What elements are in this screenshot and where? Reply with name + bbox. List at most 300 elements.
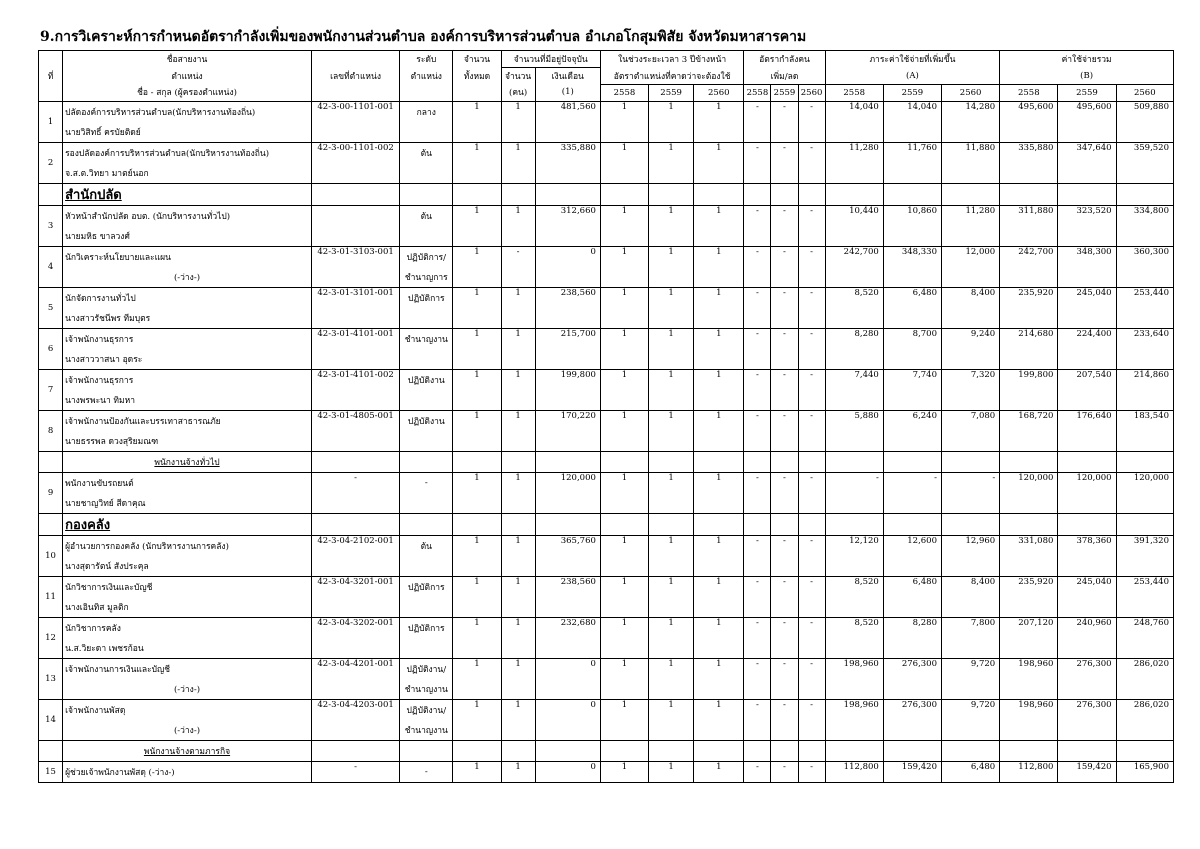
position-number: 42-3-04-3201-001 bbox=[311, 576, 399, 617]
cell-b1: 235,920 bbox=[1000, 287, 1058, 328]
position-number: - bbox=[311, 761, 399, 782]
position-level: - bbox=[400, 761, 453, 782]
cell-p2: 1 bbox=[649, 699, 694, 740]
cell-total: 1 bbox=[453, 617, 501, 658]
header-total-cost-a: ค่าใช้จ่ายรวม bbox=[1000, 51, 1174, 68]
position-level-continued bbox=[400, 226, 453, 247]
cell-d2: - bbox=[771, 142, 798, 183]
table-row bbox=[39, 410, 1174, 431]
position-holder: (-ว่าง-) bbox=[63, 679, 312, 700]
header-no: ที่ bbox=[39, 51, 63, 102]
subsection-row bbox=[39, 740, 1174, 761]
cell-b2: 276,300 bbox=[1058, 658, 1116, 699]
cell-d2: - bbox=[771, 617, 798, 658]
cell-a1: 242,700 bbox=[825, 246, 883, 287]
cell-b3: 214,860 bbox=[1116, 369, 1173, 410]
blank-cell bbox=[1058, 451, 1116, 472]
subsection-heading-cell bbox=[63, 740, 312, 761]
cell-salary: 365,760 bbox=[535, 535, 600, 576]
header-current: จำนวนที่มีอยู่ปัจจุบัน bbox=[501, 51, 600, 68]
cell-b2: 240,960 bbox=[1058, 617, 1116, 658]
blank-cell bbox=[694, 451, 744, 472]
cell-d2: - bbox=[771, 287, 798, 328]
position-level: ปฏิบัติงาน/ bbox=[400, 658, 453, 679]
cell-d3: - bbox=[798, 287, 825, 328]
cell-a2: 159,420 bbox=[883, 761, 941, 782]
position-number: 42-3-04-4201-001 bbox=[311, 658, 399, 699]
cell-p3: 1 bbox=[694, 761, 744, 782]
blank-cell bbox=[771, 740, 798, 761]
position-holder: จ.ส.ต.วิทยา มาตย์นอก bbox=[63, 163, 312, 184]
row-number-blank bbox=[39, 183, 63, 205]
header-level-b: ตำแหน่ง bbox=[400, 68, 453, 85]
header-posno bbox=[311, 51, 399, 68]
cell-a1: 11,280 bbox=[825, 142, 883, 183]
cell-b3: 253,440 bbox=[1116, 576, 1173, 617]
blank-cell bbox=[649, 740, 694, 761]
cell-p3: 1 bbox=[694, 101, 744, 142]
position-number: 42-3-01-3103-001 bbox=[311, 246, 399, 287]
position-level: ปฏิบัติงาน/ bbox=[400, 699, 453, 720]
cell-b3: 286,020 bbox=[1116, 699, 1173, 740]
section-heading-cell bbox=[63, 183, 312, 205]
blank-cell bbox=[400, 513, 453, 535]
cell-d1: - bbox=[744, 658, 771, 699]
cell-a3: 12,960 bbox=[942, 535, 1000, 576]
header-cost-year-1: 2558 bbox=[1000, 84, 1058, 101]
cell-a1: 112,800 bbox=[825, 761, 883, 782]
cell-a2: 6,480 bbox=[883, 576, 941, 617]
position-holder: นางสาววาสนา อุดระ bbox=[63, 349, 312, 370]
position-level: กลาง bbox=[400, 101, 453, 122]
cell-b3: 120,000 bbox=[1116, 472, 1173, 513]
cell-salary: 238,560 bbox=[535, 576, 600, 617]
blank-cell bbox=[453, 183, 501, 205]
table-header bbox=[39, 51, 1174, 102]
cell-total: 1 bbox=[453, 699, 501, 740]
blank-cell bbox=[453, 451, 501, 472]
blank-cell bbox=[1000, 451, 1058, 472]
cell-count: 1 bbox=[501, 287, 535, 328]
blank-cell bbox=[535, 451, 600, 472]
cell-a1: 7,440 bbox=[825, 369, 883, 410]
blank-cell bbox=[501, 740, 535, 761]
cell-b2: 323,520 bbox=[1058, 205, 1116, 246]
header-burden-b: (A) bbox=[825, 68, 1000, 85]
cell-p3: 1 bbox=[694, 535, 744, 576]
cell-d1: - bbox=[744, 101, 771, 142]
position-level: ปฏิบัติงาน bbox=[400, 410, 453, 431]
blank-cell bbox=[1116, 183, 1173, 205]
cell-salary: 0 bbox=[535, 761, 600, 782]
cell-d1: - bbox=[744, 328, 771, 369]
blank-cell bbox=[883, 740, 941, 761]
header-position-b: ตำแหน่ง bbox=[63, 68, 312, 85]
cell-a1: 12,120 bbox=[825, 535, 883, 576]
header-pos-no: เลขที่ตำแหน่ง bbox=[311, 68, 399, 85]
cell-p3: 1 bbox=[694, 246, 744, 287]
position-title: นักจัดการงานทั่วไป bbox=[63, 287, 312, 308]
blank-cell bbox=[694, 740, 744, 761]
blank-cell bbox=[311, 740, 399, 761]
blank-cell bbox=[825, 513, 883, 535]
cell-b3: 509,880 bbox=[1116, 101, 1173, 142]
cell-a2: 14,040 bbox=[883, 101, 941, 142]
cell-count: 1 bbox=[501, 658, 535, 699]
cell-p3: 1 bbox=[694, 699, 744, 740]
cell-total: 1 bbox=[453, 576, 501, 617]
header-total-blank bbox=[453, 84, 501, 101]
cell-d3: - bbox=[798, 761, 825, 782]
row-number: 3 bbox=[39, 205, 63, 246]
cell-a3: 8,400 bbox=[942, 287, 1000, 328]
cell-a2: 8,700 bbox=[883, 328, 941, 369]
position-level-continued bbox=[400, 597, 453, 618]
cell-a1: 14,040 bbox=[825, 101, 883, 142]
position-number: 42-3-01-4101-002 bbox=[311, 369, 399, 410]
cell-p2: 1 bbox=[649, 535, 694, 576]
position-number: 42-3-04-4203-001 bbox=[311, 699, 399, 740]
position-holder: นางพรพะนา ทิมหา bbox=[63, 390, 312, 411]
cell-d2: - bbox=[771, 205, 798, 246]
cell-p1: 1 bbox=[600, 761, 648, 782]
cell-b1: 198,960 bbox=[1000, 658, 1058, 699]
cell-a3: 6,480 bbox=[942, 761, 1000, 782]
position-title: เจ้าพนักงานธุรการ bbox=[63, 369, 312, 390]
row-number: 1 bbox=[39, 101, 63, 142]
position-title: เจ้าพนักงานธุรการ bbox=[63, 328, 312, 349]
blank-cell bbox=[744, 183, 771, 205]
header-burden-a: ภาระค่าใช้จ่ายที่เพิ่มขึ้น bbox=[825, 51, 1000, 68]
header-change-year-1: 2558 bbox=[744, 84, 771, 101]
cell-count: 1 bbox=[501, 205, 535, 246]
blank-cell bbox=[400, 451, 453, 472]
blank-cell bbox=[771, 513, 798, 535]
header-level-a: ระดับ bbox=[400, 51, 453, 68]
cell-count: 1 bbox=[501, 699, 535, 740]
cell-b3: 359,520 bbox=[1116, 142, 1173, 183]
blank-cell bbox=[311, 451, 399, 472]
cell-salary: 120,000 bbox=[535, 472, 600, 513]
blank-cell bbox=[501, 183, 535, 205]
row-number: 9 bbox=[39, 472, 63, 513]
position-title: นักวิเคราะห์นโยบายและแผน bbox=[63, 246, 312, 267]
table-row bbox=[39, 205, 1174, 226]
blank-cell bbox=[400, 740, 453, 761]
header-position-c: ชื่อ - สกุล (ผู้ครองตำแหน่ง) bbox=[63, 84, 312, 101]
cell-salary: 199,800 bbox=[535, 369, 600, 410]
cell-b1: 242,700 bbox=[1000, 246, 1058, 287]
cell-a2: 276,300 bbox=[883, 658, 941, 699]
document-title: 9.การวิเคราะห์การกำหนดอัตรากำลังเพิ่มของพนักงานส่วนตำบล องค์การบริหารส่วนตำบล อำเภอโกสุมพิสัย จังหวัดมหาสารคาม bbox=[40, 29, 807, 45]
blank-cell bbox=[649, 183, 694, 205]
cell-d3: - bbox=[798, 699, 825, 740]
cell-a1: 198,960 bbox=[825, 658, 883, 699]
header-burden-year-2: 2559 bbox=[883, 84, 941, 101]
blank-cell bbox=[825, 183, 883, 205]
cell-b2: 348,300 bbox=[1058, 246, 1116, 287]
row-number-blank bbox=[39, 451, 63, 472]
cell-salary: 238,560 bbox=[535, 287, 600, 328]
cell-d1: - bbox=[744, 369, 771, 410]
cell-p2: 1 bbox=[649, 328, 694, 369]
cell-b2: 245,040 bbox=[1058, 576, 1116, 617]
position-level: ต้น bbox=[400, 535, 453, 556]
cell-p2: 1 bbox=[649, 246, 694, 287]
cell-p2: 1 bbox=[649, 101, 694, 142]
cell-total: 1 bbox=[453, 287, 501, 328]
cell-p3: 1 bbox=[694, 287, 744, 328]
table-row bbox=[39, 472, 1174, 493]
cell-d1: - bbox=[744, 205, 771, 246]
cell-count: 1 bbox=[501, 617, 535, 658]
blank-cell bbox=[744, 740, 771, 761]
cell-count: 1 bbox=[501, 761, 535, 782]
blank-cell bbox=[825, 740, 883, 761]
cell-a3: 9,240 bbox=[942, 328, 1000, 369]
position-holder: นายธรรพล ดวงสุริยมณฑ bbox=[63, 431, 312, 452]
cell-b3: 391,320 bbox=[1116, 535, 1173, 576]
cell-b1: 311,880 bbox=[1000, 205, 1058, 246]
cell-a2: 348,330 bbox=[883, 246, 941, 287]
header-total-b: ทั้งหมด bbox=[453, 68, 501, 85]
position-number: 42-3-00-1101-001 bbox=[311, 101, 399, 142]
cell-a2: 6,480 bbox=[883, 287, 941, 328]
cell-b2: 224,400 bbox=[1058, 328, 1116, 369]
cell-p3: 1 bbox=[694, 369, 744, 410]
position-level-continued bbox=[400, 493, 453, 514]
cell-total: 1 bbox=[453, 658, 501, 699]
blank-cell bbox=[771, 451, 798, 472]
position-title: รองปลัดองค์การบริหารส่วนตำบล(นักบริหารงานท้องถิ่น) bbox=[63, 142, 312, 163]
cell-salary: 335,880 bbox=[535, 142, 600, 183]
row-number: 11 bbox=[39, 576, 63, 617]
cell-d1: - bbox=[744, 142, 771, 183]
cell-p2: 1 bbox=[649, 205, 694, 246]
position-number: 42-3-04-2102-001 bbox=[311, 535, 399, 576]
blank-cell bbox=[942, 513, 1000, 535]
blank-cell bbox=[1058, 513, 1116, 535]
cell-a2: 276,300 bbox=[883, 699, 941, 740]
table-row bbox=[39, 761, 1174, 782]
cell-salary: 0 bbox=[535, 699, 600, 740]
header-plan-year-1: 2558 bbox=[600, 84, 648, 101]
cell-d2: - bbox=[771, 328, 798, 369]
cell-d2: - bbox=[771, 576, 798, 617]
position-level: ปฏิบัติการ bbox=[400, 287, 453, 308]
position-level-continued bbox=[400, 638, 453, 659]
position-holder: นายมหิธ ขาลวงศ์ bbox=[63, 226, 312, 247]
position-holder: นางสาวรัชนีพร ทีมบุตร bbox=[63, 308, 312, 329]
blank-cell bbox=[798, 740, 825, 761]
cell-b2: 378,360 bbox=[1058, 535, 1116, 576]
cell-b2: 276,300 bbox=[1058, 699, 1116, 740]
cell-p1: 1 bbox=[600, 699, 648, 740]
section-heading: สำนักปลัด bbox=[65, 187, 122, 203]
cell-p2: 1 bbox=[649, 410, 694, 451]
blank-cell bbox=[400, 183, 453, 205]
cell-b1: 112,800 bbox=[1000, 761, 1058, 782]
cell-a3: - bbox=[942, 472, 1000, 513]
cell-p3: 1 bbox=[694, 617, 744, 658]
cell-salary: 481,560 bbox=[535, 101, 600, 142]
cell-count: 1 bbox=[501, 576, 535, 617]
cell-p3: 1 bbox=[694, 576, 744, 617]
cell-count: 1 bbox=[501, 535, 535, 576]
section-heading-cell bbox=[63, 513, 312, 535]
cell-b3: 183,540 bbox=[1116, 410, 1173, 451]
subsection-row bbox=[39, 451, 1174, 472]
cell-d2: - bbox=[771, 246, 798, 287]
cell-a2: 11,760 bbox=[883, 142, 941, 183]
position-title: นักวิชาการคลัง bbox=[63, 617, 312, 638]
cell-d2: - bbox=[771, 699, 798, 740]
position-number: 42-3-00-1101-002 bbox=[311, 142, 399, 183]
cell-salary: 215,700 bbox=[535, 328, 600, 369]
cell-p3: 1 bbox=[694, 410, 744, 451]
row-number: 4 bbox=[39, 246, 63, 287]
cell-salary: 0 bbox=[535, 658, 600, 699]
cell-d2: - bbox=[771, 101, 798, 142]
table-row bbox=[39, 658, 1174, 679]
workforce-table bbox=[38, 50, 1174, 783]
position-level-continued bbox=[400, 308, 453, 329]
cell-d2: - bbox=[771, 369, 798, 410]
cell-d3: - bbox=[798, 246, 825, 287]
cell-p1: 1 bbox=[600, 142, 648, 183]
blank-cell bbox=[798, 451, 825, 472]
position-level: ต้น bbox=[400, 142, 453, 163]
cell-p3: 1 bbox=[694, 328, 744, 369]
table-row bbox=[39, 101, 1174, 122]
position-level-continued bbox=[400, 163, 453, 184]
cell-a1: 8,520 bbox=[825, 617, 883, 658]
table-body bbox=[39, 101, 1174, 782]
header-salary-a: เงินเดือน bbox=[535, 68, 600, 85]
cell-b3: 253,440 bbox=[1116, 287, 1173, 328]
header-level-blank bbox=[400, 84, 453, 101]
cell-b3: 165,900 bbox=[1116, 761, 1173, 782]
table-row bbox=[39, 535, 1174, 556]
cell-a1: 10,440 bbox=[825, 205, 883, 246]
cell-d1: - bbox=[744, 535, 771, 576]
cell-b2: 120,000 bbox=[1058, 472, 1116, 513]
cell-p1: 1 bbox=[600, 535, 648, 576]
position-level: ปฏิบัติการ/ bbox=[400, 246, 453, 267]
blank-cell bbox=[1116, 451, 1173, 472]
cell-a2: 8,280 bbox=[883, 617, 941, 658]
header-current-count-a: จำนวน bbox=[501, 68, 535, 85]
position-holder: นายวิสิทธิ์ ครบัยติดย์ bbox=[63, 122, 312, 143]
cell-p1: 1 bbox=[600, 369, 648, 410]
cell-salary: 312,660 bbox=[535, 205, 600, 246]
blank-cell bbox=[501, 451, 535, 472]
cell-p3: 1 bbox=[694, 472, 744, 513]
section-row bbox=[39, 513, 1174, 535]
cell-b1: 198,960 bbox=[1000, 699, 1058, 740]
position-number: - bbox=[311, 472, 399, 513]
cell-b1: 495,600 bbox=[1000, 101, 1058, 142]
cell-a3: 9,720 bbox=[942, 699, 1000, 740]
blank-cell bbox=[600, 740, 648, 761]
blank-cell bbox=[825, 451, 883, 472]
cell-d3: - bbox=[798, 410, 825, 451]
position-title: นักวิชาการเงินและบัญชี bbox=[63, 576, 312, 597]
row-number: 13 bbox=[39, 658, 63, 699]
cell-total: 1 bbox=[453, 142, 501, 183]
position-level: ปฏิบัติการ bbox=[400, 576, 453, 597]
cell-p2: 1 bbox=[649, 617, 694, 658]
cell-count: 1 bbox=[501, 328, 535, 369]
position-number bbox=[311, 205, 399, 246]
cell-d3: - bbox=[798, 328, 825, 369]
cell-salary: 232,680 bbox=[535, 617, 600, 658]
subsection-heading: พนักงานจ้างทั่วไป bbox=[154, 457, 220, 468]
table-row bbox=[39, 246, 1174, 267]
header-burden-year-3: 2560 bbox=[942, 84, 1000, 101]
cell-b1: 120,000 bbox=[1000, 472, 1058, 513]
cell-b2: 207,540 bbox=[1058, 369, 1116, 410]
position-title: เจ้าพนักงานพัสดุ bbox=[63, 699, 312, 720]
cell-total: 1 bbox=[453, 410, 501, 451]
cell-d3: - bbox=[798, 205, 825, 246]
cell-b2: 347,640 bbox=[1058, 142, 1116, 183]
blank-cell bbox=[600, 451, 648, 472]
cell-total: 1 bbox=[453, 101, 501, 142]
position-holder: น.ส.วิยะดา เพชรก้อน bbox=[63, 638, 312, 659]
cell-count: 1 bbox=[501, 410, 535, 451]
cell-b1: 214,680 bbox=[1000, 328, 1058, 369]
position-level-continued: ชำนาญการ bbox=[400, 267, 453, 288]
blank-cell bbox=[535, 183, 600, 205]
blank-cell bbox=[535, 740, 600, 761]
cell-a3: 7,800 bbox=[942, 617, 1000, 658]
cell-p1: 1 bbox=[600, 205, 648, 246]
blank-cell bbox=[694, 183, 744, 205]
cell-p3: 1 bbox=[694, 142, 744, 183]
position-level: - bbox=[400, 472, 453, 493]
cell-a3: 11,880 bbox=[942, 142, 1000, 183]
row-number: 7 bbox=[39, 369, 63, 410]
header-change-year-3: 2560 bbox=[798, 84, 825, 101]
cell-d3: - bbox=[798, 658, 825, 699]
blank-cell bbox=[453, 740, 501, 761]
cell-b2: 495,600 bbox=[1058, 101, 1116, 142]
row-number: 6 bbox=[39, 328, 63, 369]
header-cost-year-2: 2559 bbox=[1058, 84, 1116, 101]
cell-p1: 1 bbox=[600, 246, 648, 287]
cell-b3: 233,640 bbox=[1116, 328, 1173, 369]
blank-cell bbox=[1116, 513, 1173, 535]
cell-d1: - bbox=[744, 699, 771, 740]
blank-cell bbox=[694, 513, 744, 535]
position-level-continued bbox=[400, 556, 453, 577]
header-posno-blank bbox=[311, 84, 399, 101]
cell-total: 1 bbox=[453, 369, 501, 410]
cell-d1: - bbox=[744, 617, 771, 658]
row-number: 14 bbox=[39, 699, 63, 740]
header-change-a: อัตรากำลังคน bbox=[744, 51, 825, 68]
blank-cell bbox=[744, 513, 771, 535]
cell-d1: - bbox=[744, 761, 771, 782]
cell-d3: - bbox=[798, 576, 825, 617]
position-title: เจ้าพนักงานการเงินและบัญชี bbox=[63, 658, 312, 679]
cell-d2: - bbox=[771, 535, 798, 576]
position-level-continued bbox=[400, 390, 453, 411]
section-heading: กองคลัง bbox=[65, 517, 111, 533]
position-level-continued bbox=[400, 122, 453, 143]
cell-salary: 170,220 bbox=[535, 410, 600, 451]
